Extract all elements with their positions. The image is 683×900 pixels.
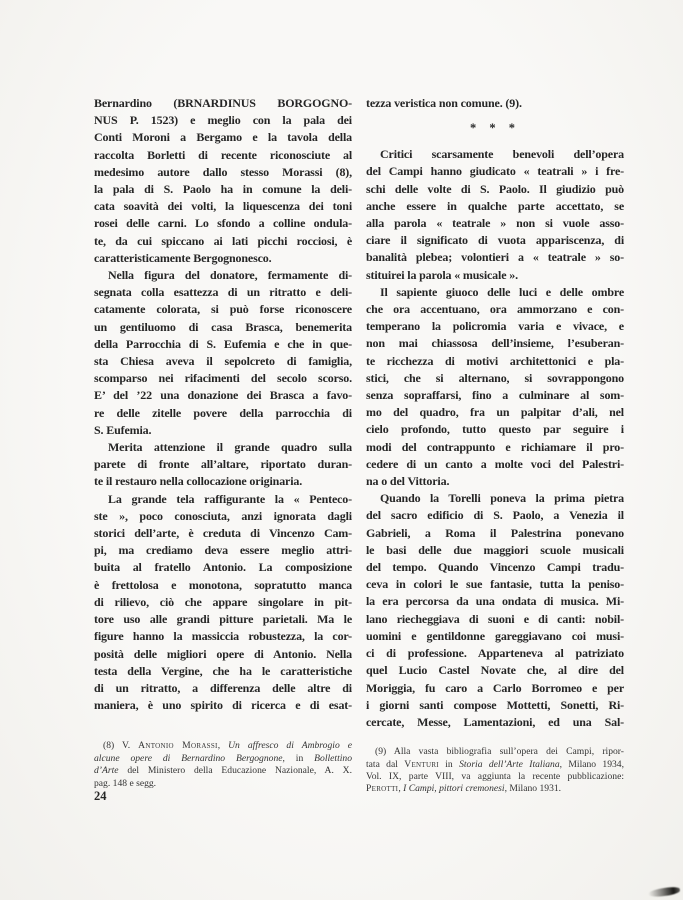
text-line: rosei delle carni. Lo sfondo a colline ondula-	[94, 216, 352, 231]
text-line: E’ del ’22 una donazione dei Brasca a favo-	[94, 388, 352, 403]
scan-smudge-mark	[648, 886, 681, 898]
text-line: Perotti, I Campi, pittori cremonesi, Milano 1931.	[366, 783, 562, 795]
text-line: è frettolosa e monotona, sopratutto manca	[94, 577, 352, 592]
text-line: Moriggia, fu caro a Carlo Borromeo e per	[366, 680, 624, 695]
text-line: la pala di S. Paolo ha in comune la deli-	[94, 182, 352, 197]
text-line: na o del Vittoria.	[366, 474, 450, 489]
text-line: del tempo. Quando Vincenzo Campi tradu-	[366, 560, 624, 575]
text-column-right	[366, 95, 624, 796]
text-line: cata soavità dei volti, la liquescenza dei toni	[94, 199, 352, 214]
paragraph	[94, 267, 352, 439]
text-line: mo del quadro, fra un palpitar d’ali, nel	[366, 405, 624, 420]
text-line: Quando la Torelli poneva la prima pietra	[380, 491, 624, 506]
text-line: (8) V. Antonio Morassi, Un affresco di Ambrogio e	[103, 740, 353, 752]
text-line: tezza veristica non comune. (9).	[366, 96, 522, 110]
text-line: che ora accentuano, ora ammorzano e con-	[366, 302, 624, 317]
text-line: stici, che si alternano, si sovrappongono	[366, 370, 624, 385]
text-line: cercate, Messe, Lamentazioni, ed una Sal-	[366, 714, 624, 729]
text-line: Merita attenzione il grande quadro sulla	[108, 440, 352, 455]
text-line: la era percorsa da una ondata di musica. Mi-	[366, 594, 624, 609]
text-line: Gabrieli, a Roma il Palestrina ponevano	[366, 525, 624, 540]
text-line: ste », poco conosciuta, anzi ignorata dagli	[94, 508, 352, 523]
text-line: cielo profondo, tutto questo par seguire i	[366, 422, 624, 437]
text-line: i giorni santi compose Mottetti, Sonetti, Ri-	[366, 697, 624, 712]
text-line: banalità plebea; volontieri a « teatrale » so-	[366, 250, 624, 265]
text-line: posità delle migliori opere di Antonio. Nella	[94, 646, 352, 661]
text-line: storici dell’arte, è creduta di Vincenzo Cam-	[94, 526, 352, 541]
text-line: d’Arte del Ministero della Educazione Nazionale, A. X.	[94, 765, 352, 777]
footnote	[94, 740, 352, 790]
text-line: te il restauro nella collocazione originaria.	[94, 474, 303, 489]
paragraph	[94, 439, 352, 491]
text-line: alcune opere di Bernardino Bergognone, in Bollettino	[94, 752, 352, 764]
text-line: tata dal Venturi in Storia dell’Arte Italiana, Milano 1934,	[366, 758, 625, 770]
text-line: parete di fronte all’altare, riportato duran-	[94, 457, 352, 472]
text-line: ceva in colori le sue fantasie, tutta la peniso-	[366, 577, 624, 592]
text-line: ciare il significato di vuota appariscenza, di	[366, 233, 624, 248]
text-line: La grande tela raffigurante la « Penteco-	[108, 491, 352, 506]
paragraph	[366, 95, 624, 112]
text-line: Nella figura del donatore, fermamente di-	[108, 268, 352, 283]
text-line: re delle zitelle povere della parrocchia di	[94, 405, 352, 420]
text-line: NUS P. 1523) e meglio con la pala dei	[94, 113, 352, 128]
text-line: Vol. IX, parte VIII, va aggiunta la recente pubblicazione:	[366, 770, 624, 782]
text-line: (9) Alla vasta bibliografia sull’opera dei Campi, ripor-	[375, 746, 624, 758]
paragraph	[366, 284, 624, 490]
text-line: quel Lucio Castel Novate che, al dire del	[366, 663, 624, 678]
text-line: di rilievo, ciò che appare singolare in pit-	[94, 594, 352, 609]
text-line: del Campi hanno giudicato « teatrali » i fre-	[366, 164, 624, 179]
section-separator: * * *	[470, 121, 520, 136]
text-line: un gentiluomo di casa Brasca, benemerita	[94, 319, 352, 334]
text-line: della Parrocchia di S. Eufemia e che in que-	[94, 336, 352, 351]
text-line: stituirei la parola « musicale ».	[366, 267, 518, 282]
text-line: senza sopraffarsi, fino a culminare al som-	[366, 388, 624, 403]
text-line: non mai chiassosa dell’insieme, l’esuberan-	[366, 336, 624, 351]
text-line: tore uso alle grandi pitture parietali. Ma le	[94, 612, 352, 627]
paragraph	[94, 95, 352, 267]
text-line: te ricchezza di motivi architettonici e pla-	[366, 353, 624, 368]
paragraph	[366, 490, 624, 731]
text-line: figure hanno la massiccia robustezza, la cor-	[94, 629, 352, 644]
text-line: alla parola « teatrale » non si vuole asso-	[366, 216, 624, 231]
text-line: buita al fratello Antonio. La composizione	[94, 560, 352, 575]
text-line: scomparso nei rifacimenti del secolo scorso.	[94, 371, 352, 386]
text-line: pag. 148 e segg.	[94, 777, 157, 789]
text-line: uomini e gentildonne gareggiavano coi musi-	[366, 628, 624, 643]
paragraph	[94, 491, 352, 715]
text-line: temperano la policromia varia e vivace, e	[366, 319, 624, 334]
text-line: sta Chiesa aveva il sepolcreto di famiglia,	[94, 354, 352, 369]
text-line: S. Eufemia.	[94, 422, 152, 437]
paragraph	[366, 146, 624, 284]
text-line: del sacro edificio di S. Paolo, a Venezia il	[366, 508, 624, 523]
text-line: schi delle volte di S. Paolo. Il giudizio può	[366, 181, 624, 196]
text-line: catamente colorata, si può forse riconoscere	[94, 302, 352, 317]
text-line: caratteristicamente Bergognonesco.	[94, 250, 272, 265]
text-line: testa della Vergine, che ha le caratteristiche	[94, 663, 352, 678]
text-line: di un ritratto, a differenza delle altre di	[94, 680, 352, 695]
text-line: medesimo autore dallo stesso Morassi (8),	[94, 164, 352, 179]
text-line: le basi delle due maggiori scuole musicali	[366, 542, 624, 557]
page-number: 24	[94, 789, 107, 803]
text-line: maniera, è uno spirito di ricerca e di esat-	[94, 698, 352, 713]
text-column-left	[94, 95, 352, 790]
text-line: lano riecheggiava di suoni e di canti: nobil-	[366, 611, 624, 626]
text-line: anche essere in qualche parte accettato, se	[366, 198, 624, 213]
text-line: Bernardino (BRNARDINUS BORGOGNO-	[94, 96, 352, 110]
text-line: cedere di un canto a molte voci del Palestri-	[366, 456, 624, 471]
text-line: segnata colla esattezza di un ritratto e deli-	[94, 285, 352, 300]
text-line: Conti Moroni a Bergamo e la tavola della	[94, 130, 352, 145]
text-line: Critici scarsamente benevoli dell’opera	[380, 147, 624, 162]
text-line: te, da cui spiccano ai lati picchi rocciosi, è	[94, 233, 352, 248]
text-line: ci di professione. Apparteneva al patriziato	[366, 646, 624, 661]
footnote	[366, 746, 624, 796]
text-line: modi del contrappunto e richiamare il pro-	[366, 439, 624, 454]
text-line: pi, ma crediamo deva essere meglio attri-	[94, 543, 352, 558]
text-line: Il sapiente giuoco delle luci e delle ombre	[380, 284, 624, 299]
text-line: raccolta Borletti di recente riconosciute al	[94, 147, 352, 162]
